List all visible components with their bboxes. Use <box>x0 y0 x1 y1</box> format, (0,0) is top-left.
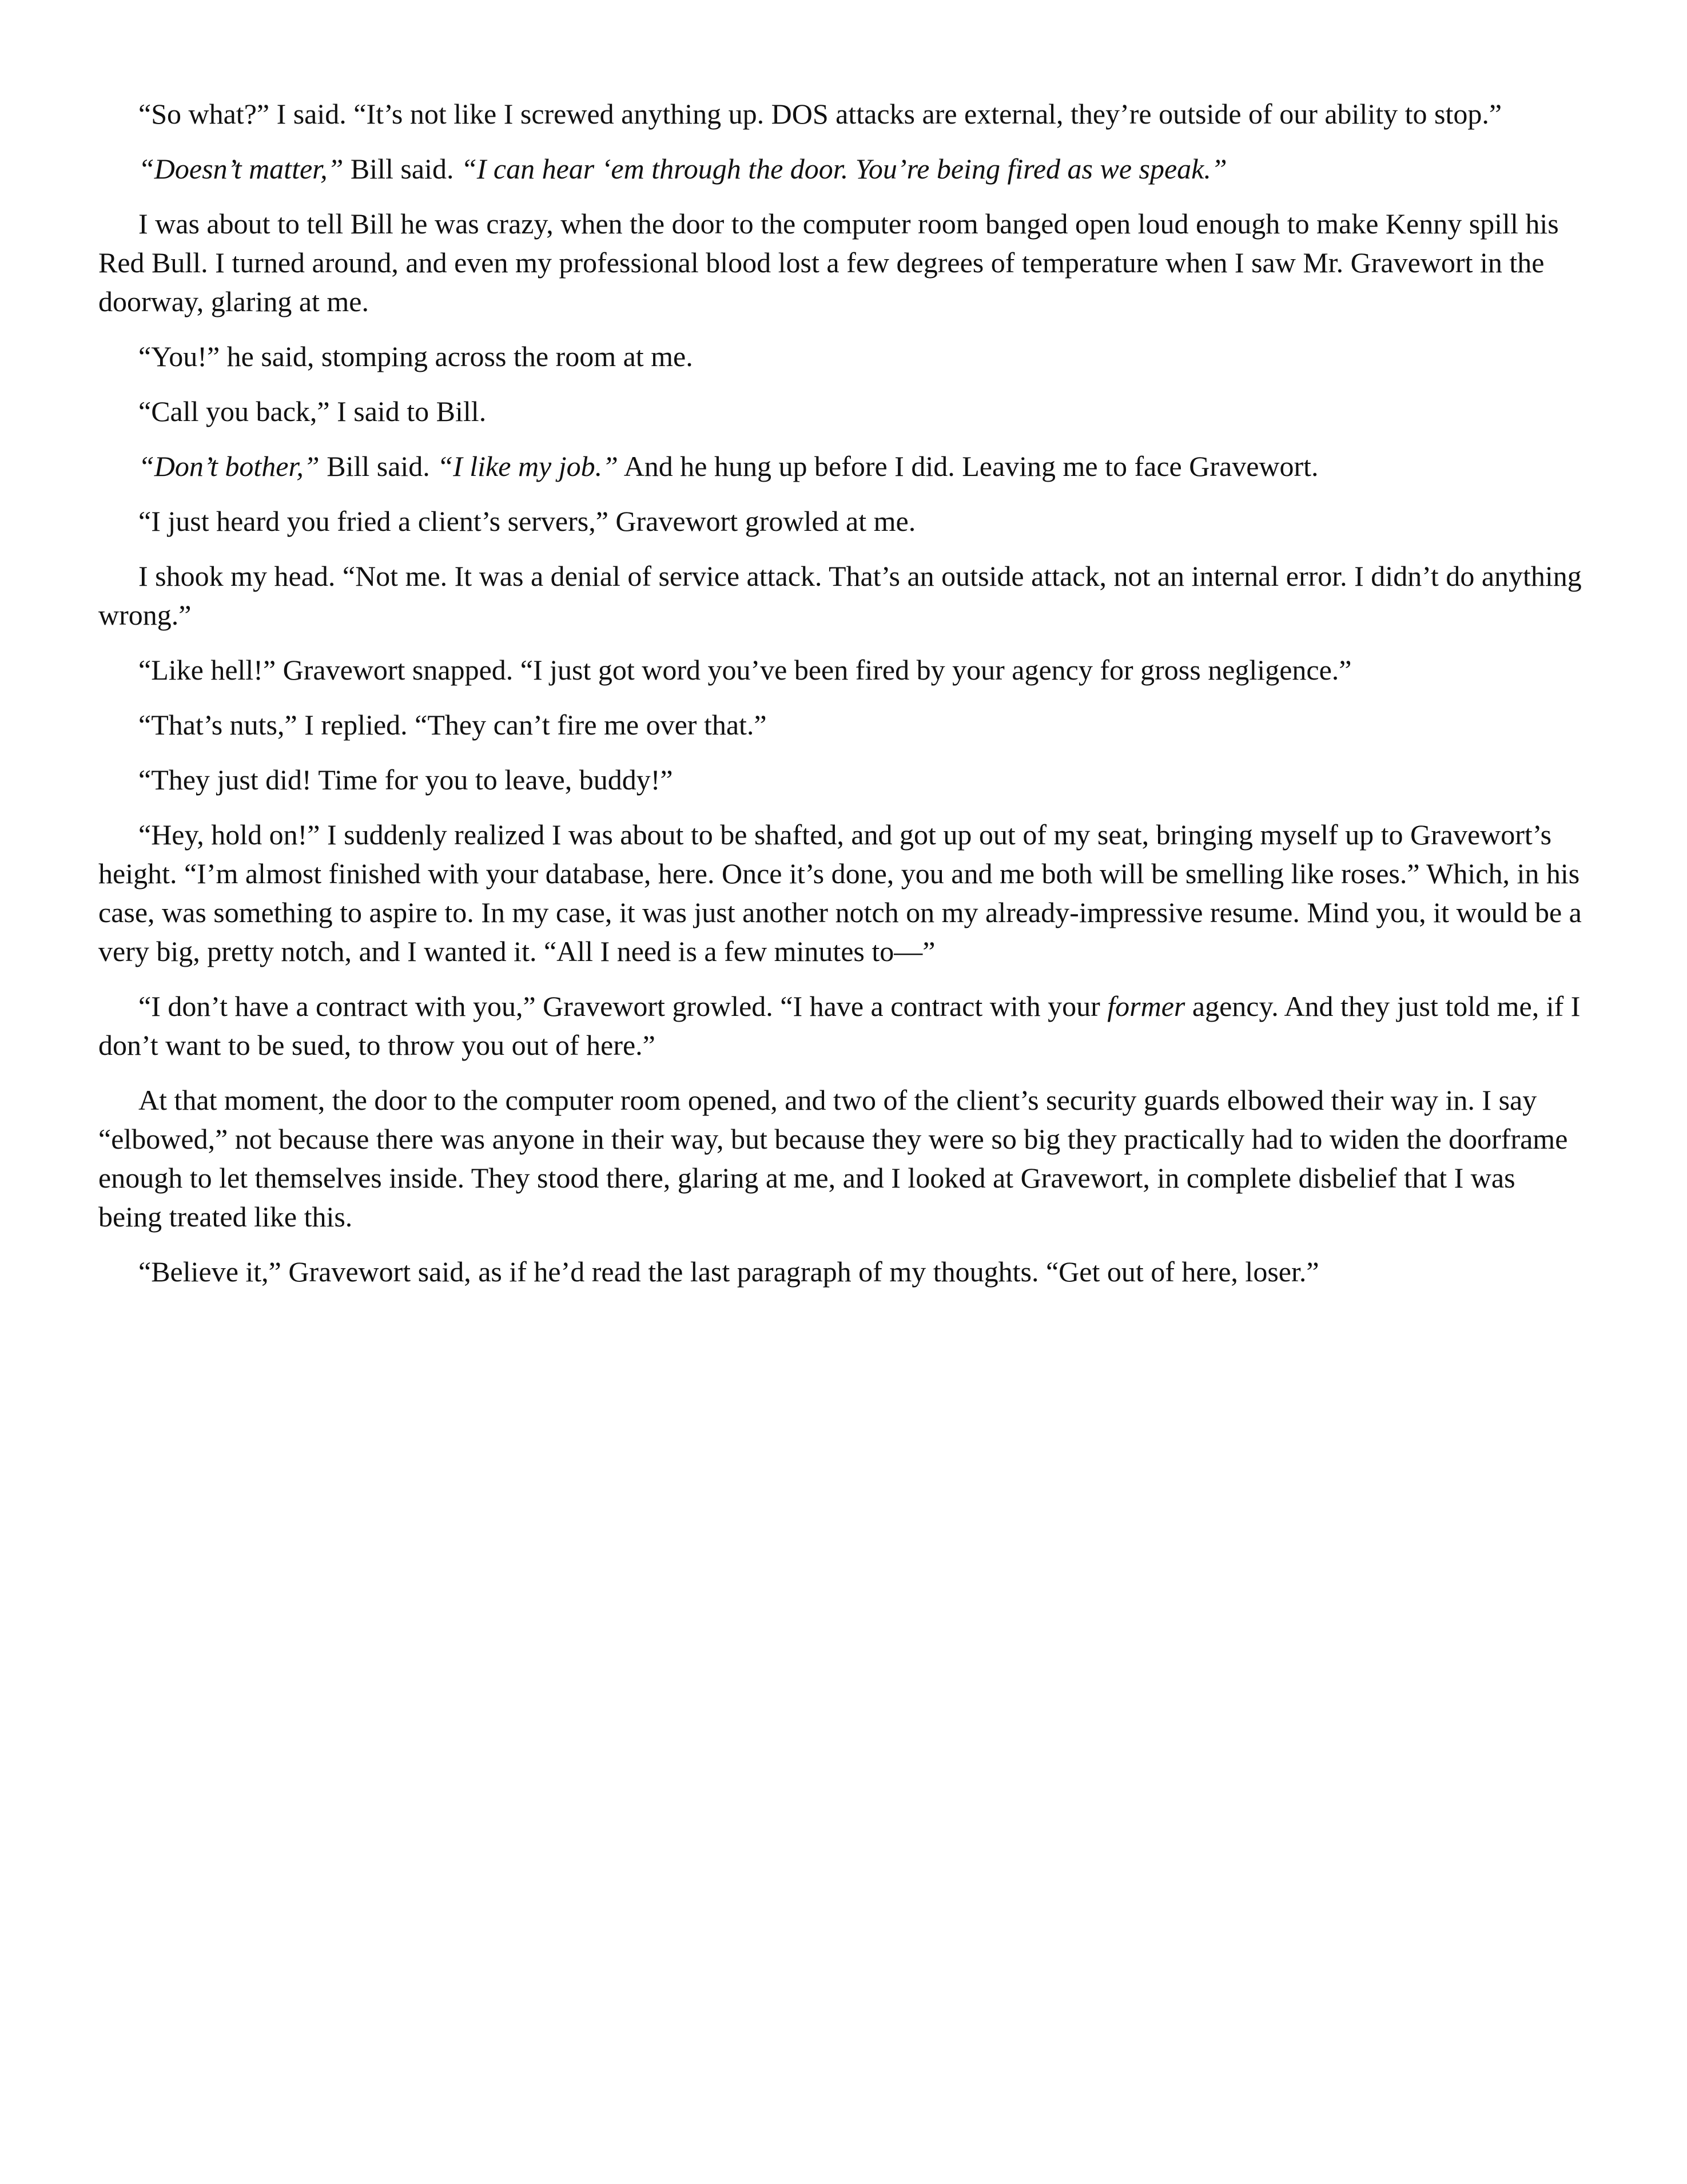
paragraph <box>98 502 1585 541</box>
paragraph-text-italic: former <box>1107 990 1185 1022</box>
paragraph <box>98 557 1585 634</box>
paragraph-text: “You!” he said, stomping across the room at me. <box>138 340 693 372</box>
paragraph <box>98 94 1585 133</box>
paragraph <box>98 447 1585 486</box>
paragraph-text-italic: “Don’t bother,” <box>138 450 320 482</box>
paragraph-text: agency. And they just told me, if I don’t want to be sued, to throw you out of here.” <box>98 990 1581 1061</box>
paragraph-text: I was about to tell Bill he was crazy, when the door to the computer room banged open loud enough to make Kenny spill his Red Bull. I turned around, and even my professional blood lost a few degrees of temperature when I saw Mr. Gravewort in the doorway, glaring at me. <box>98 208 1559 317</box>
paragraph <box>98 149 1585 188</box>
paragraph-text-italic: “I can hear ‘em through the door. You’re being fired as we speak.” <box>460 153 1227 185</box>
paragraph-text: “Believe it,” Gravewort said, as if he’d read the last paragraph of my thoughts. “Get out of here, loser.” <box>138 1256 1319 1288</box>
paragraph-text: “Like hell!” Gravewort snapped. “I just got word you’ve been fired by your agency for gross negligence.” <box>138 654 1352 686</box>
paragraph <box>98 1081 1585 1236</box>
paragraph-text: “Call you back,” I said to Bill. <box>138 395 487 427</box>
paragraph <box>98 815 1585 971</box>
paragraph-text: Bill said. <box>343 153 461 185</box>
paragraph-text: Bill said. <box>319 450 437 482</box>
paragraph-text: “I just heard you fried a client’s servers,” Gravewort growled at me. <box>138 505 916 537</box>
paragraph-text: “That’s nuts,” I replied. “They can’t fire me over that.” <box>138 709 767 741</box>
paragraph-text: And he hung up before I did. Leaving me to face Gravewort. <box>618 450 1319 482</box>
paragraph-text: I shook my head. “Not me. It was a denial of service attack. That’s an outside attack, not an internal error. I didn’t do anything wrong.” <box>98 560 1582 631</box>
paragraph-text-italic: “Doesn’t matter,” <box>138 153 344 185</box>
paragraph <box>98 760 1585 799</box>
paragraph-text: “I don’t have a contract with you,” Gravewort growled. “I have a contract with your <box>138 990 1108 1022</box>
paragraph-text: “They just did! Time for you to leave, buddy!” <box>138 764 673 796</box>
paragraph <box>98 1252 1585 1291</box>
document-page <box>98 94 1585 1307</box>
paragraph <box>98 392 1585 431</box>
paragraph-text-italic: “I like my job.” <box>437 450 618 482</box>
paragraph <box>98 650 1585 689</box>
paragraph <box>98 204 1585 321</box>
paragraph-text: “So what?” I said. “It’s not like I screwed anything up. DOS attacks are external, they’re outside of our ability to stop.” <box>138 98 1502 130</box>
paragraph <box>98 705 1585 744</box>
paragraph <box>98 987 1585 1065</box>
paragraph-text: “Hey, hold on!” I suddenly realized I was about to be shafted, and got up out of my seat, bringing myself up to Gravewort’s height. “I’m almost finished with your database, here. Once it’s done, you and me both will be smelling like roses.” Which, in his case, was something to aspire to. In my case, it was just another notch on my already-impressive resume. Mind you, it would be a very big, pretty notch, and I wanted it. “All I need is a few minutes to—” <box>98 819 1582 967</box>
paragraph-text: At that moment, the door to the computer room opened, and two of the client’s security guards elbowed their way in. I say “elbowed,” not because there was anyone in their way, but because they were so big they practically had to widen the doorframe enough to let themselves inside. They stood there, glaring at me, and I looked at Gravewort, in complete disbelief that I was being treated like this. <box>98 1084 1568 1233</box>
paragraph <box>98 337 1585 376</box>
